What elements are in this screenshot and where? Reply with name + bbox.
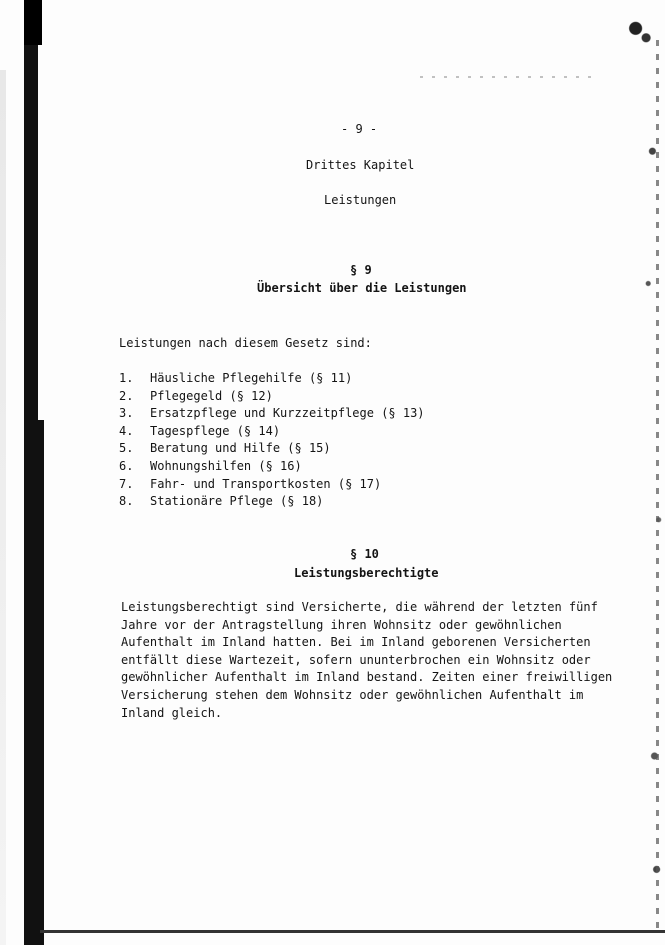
list-item-number: 5. [119, 441, 134, 456]
list-item [119, 458, 425, 476]
section-9-title: Übersicht über die Leistungen [257, 281, 467, 295]
list-item-number: 3. [119, 406, 134, 421]
page-number: - 9 - [341, 122, 378, 136]
chapter-subtitle: Leistungen [324, 193, 397, 207]
scan-shadow [0, 70, 6, 945]
scan-corner-dark [24, 0, 42, 45]
section-10-title: Leistungsberechtigte [294, 566, 439, 580]
list-item-number: 6. [119, 458, 134, 473]
list-item-number: 2. [119, 388, 134, 403]
scan-dots [420, 76, 600, 78]
list-item-text: Stationäre Pflege (§ 18) [150, 494, 324, 509]
list-item-number: 1. [119, 371, 134, 385]
list-item [119, 440, 425, 458]
section-10-paragraph [121, 599, 613, 722]
benefits-list [119, 370, 425, 511]
scan-edge-bottom [40, 930, 665, 933]
paragraph-line: Leistungsberechtigt sind Versicherte, die während der letzten fünf [121, 600, 598, 614]
scan-edge-left-lower [30, 420, 44, 945]
list-item-text: Häusliche Pflegehilfe (§ 11) [150, 371, 353, 385]
paragraph-line: Versicherung stehen dem Wohnsitz oder gewöhnlichen Aufenthalt im [121, 687, 584, 702]
section-9-number: § 9 [350, 263, 372, 277]
list-item [119, 423, 425, 441]
section-9-intro: Leistungen nach diesem Gesetz sind: [119, 336, 372, 350]
paragraph-line: gewöhnlicher Aufenthalt im Inland bestand. Zeiten einer freiwilligen [121, 670, 613, 685]
paragraph-line: entfällt diese Wartezeit, sofern ununterbrochen ein Wohnsitz oder [121, 652, 591, 667]
paragraph-line: Inland gleich. [121, 705, 223, 720]
list-item-text: Tagespflege (§ 14) [150, 423, 281, 438]
list-item-text: Pflegegeld (§ 12) [150, 388, 273, 403]
list-item [119, 405, 425, 423]
list-item [119, 493, 425, 511]
scan-edge-right [656, 40, 659, 930]
list-item-number: 8. [119, 494, 134, 509]
list-item-text: Fahr- und Transportkosten (§ 17) [150, 476, 382, 491]
paragraph-line: Aufenthalt im Inland hatten. Bei im Inland geborenen Versicherten [121, 635, 591, 650]
chapter-title: Drittes Kapitel [306, 158, 415, 172]
list-item-text: Wohnungshilfen (§ 16) [150, 458, 302, 473]
paragraph-line: Jahre vor der Antragstellung ihren Wohnsitz oder gewöhnlichen [121, 617, 562, 632]
list-item [119, 388, 425, 406]
list-item [119, 476, 425, 494]
list-item-number: 7. [119, 476, 134, 491]
list-item [119, 370, 425, 388]
list-item-text: Ersatzpflege und Kurzzeitpflege (§ 13) [150, 406, 425, 421]
list-item-text: Beratung und Hilfe (§ 15) [150, 441, 331, 456]
list-item-number: 4. [119, 423, 134, 438]
section-10-number: § 10 [350, 547, 379, 561]
